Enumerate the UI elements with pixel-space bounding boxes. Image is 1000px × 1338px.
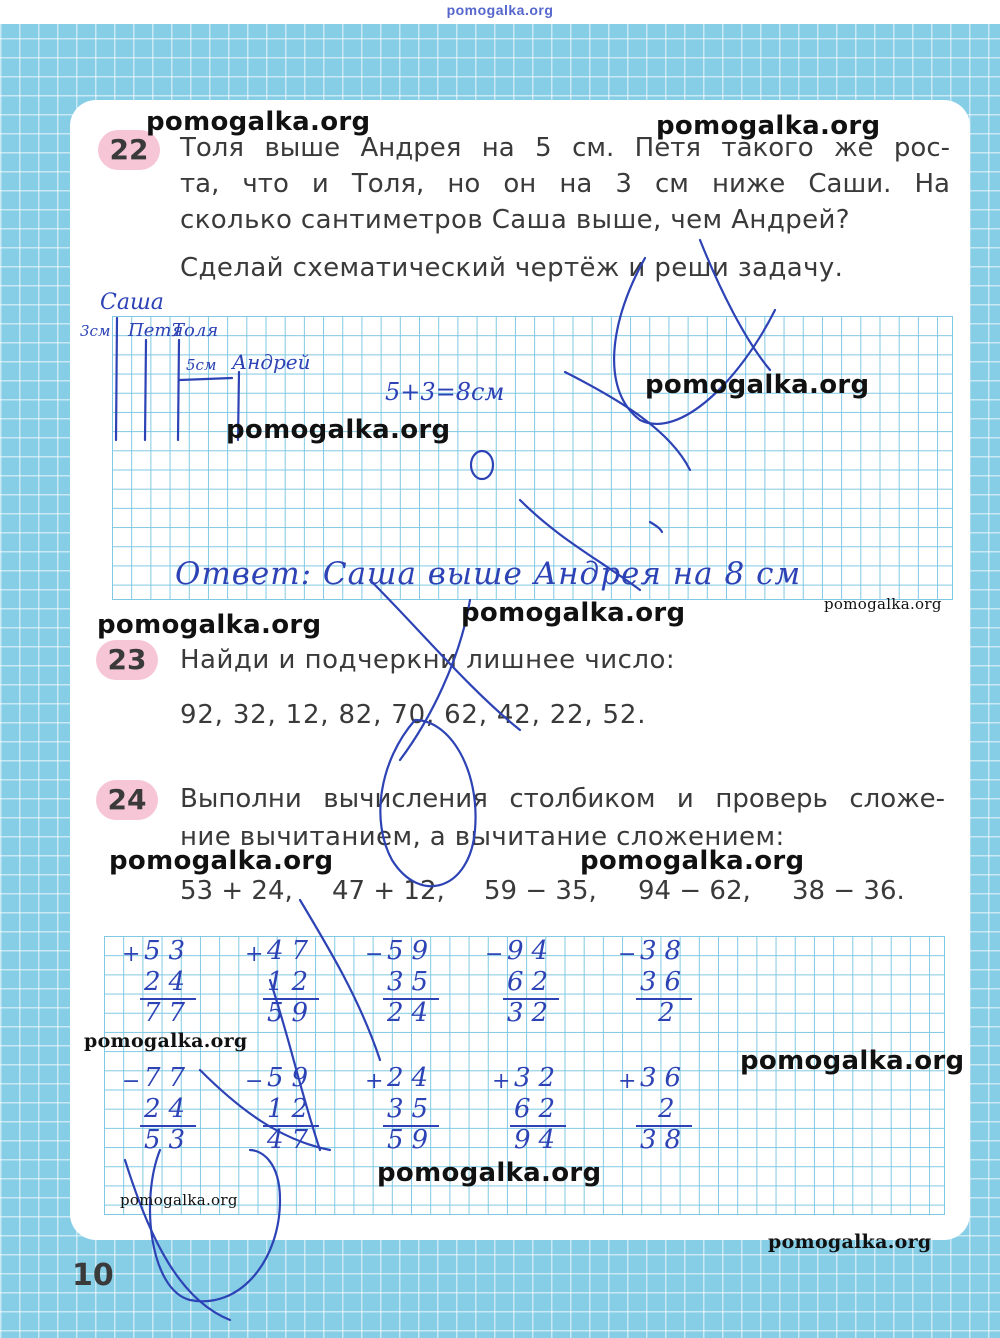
column-calc: + 53 24 77	[132, 936, 202, 1029]
task-24-expr-4: 94 − 62,	[638, 876, 751, 906]
watermark: pomogalka.org	[768, 1231, 932, 1253]
watermark: pomogalka.org	[377, 1158, 602, 1188]
task-24-expr-3: 59 − 35,	[484, 876, 597, 906]
watermark: pomogalka.org	[645, 370, 870, 400]
column-calc: − 59 35 24	[375, 936, 445, 1029]
task-22-line-1: Толя выше Андрея на 5 см. Петя такого же рос-	[180, 133, 950, 163]
task-24-line-2: ние вычитанием, а вычитание сложением:	[180, 822, 785, 852]
task-24-number: 24	[96, 780, 158, 820]
column-calc: + 24 35 59	[375, 1063, 445, 1156]
handwritten-3cm: 3см	[80, 322, 111, 340]
watermark: pomogalka.org	[656, 111, 881, 141]
task-23-line: Найди и подчеркни лишнее число:	[180, 645, 676, 675]
task-24-expr-1: 53 + 24,	[180, 876, 293, 906]
watermark: pomogalka.org	[84, 1030, 248, 1052]
handwritten-andrey: Андрей	[232, 350, 311, 374]
column-calc: − 94 62 32	[495, 936, 565, 1029]
watermark: pomogalka.org	[461, 598, 686, 628]
column-calc: + 36 2 38	[628, 1063, 698, 1156]
column-calc: + 32 62 94	[502, 1063, 572, 1156]
column-operator: +	[122, 942, 141, 967]
column-calc: + 47 12 59	[255, 936, 325, 1029]
watermark: pomogalka.org	[146, 107, 371, 137]
watermark: pomogalka.org	[740, 1046, 965, 1076]
watermark: pomogalka.org	[226, 415, 451, 445]
watermark: pomogalka.org	[97, 610, 322, 640]
task-23-numbers: 92, 32, 12, 82, 70, 62, 42, 22, 52.	[180, 700, 647, 730]
column-calc: − 59 12 47	[255, 1063, 325, 1156]
watermark: pomogalka.org	[120, 1191, 238, 1209]
task-22-line-2: та, что и Толя, но он на 3 см ниже Саши. На	[180, 169, 950, 199]
handwritten-calc: 5+3=8см	[385, 378, 505, 406]
handwritten-sasha: Саша	[100, 290, 164, 315]
task-24-line-1: Выполни вычисления столбиком и проверь сложе-	[180, 784, 945, 814]
handwritten-petya: Петя	[128, 320, 184, 341]
task-22-line-4: Сделай схематический чертёж и реши задачу.	[180, 253, 844, 283]
task-22-line-3: сколько сантиметров Саша выше, чем Андрей?	[180, 205, 850, 235]
site-header[interactable]: pomogalka.org	[446, 2, 554, 18]
column-calc: − 77 24 53	[132, 1063, 202, 1156]
page-number: 10	[72, 1258, 114, 1293]
column-calc: − 38 36 2	[628, 936, 698, 1029]
watermark: pomogalka.org	[109, 846, 334, 876]
watermark: pomogalka.org	[824, 595, 942, 613]
task-23-number: 23	[96, 640, 158, 680]
watermark: pomogalka.org	[580, 846, 805, 876]
task-24-expr-2: 47 + 12,	[332, 876, 445, 906]
handwritten-tolya: Толя	[172, 320, 219, 341]
task-22-number: 22	[98, 130, 160, 170]
handwritten-5cm: 5см	[186, 356, 217, 374]
task-24-expr-5: 38 − 36.	[792, 876, 905, 906]
handwritten-answer: Ответ: Саша выше Андрея на 8 см	[175, 556, 802, 592]
